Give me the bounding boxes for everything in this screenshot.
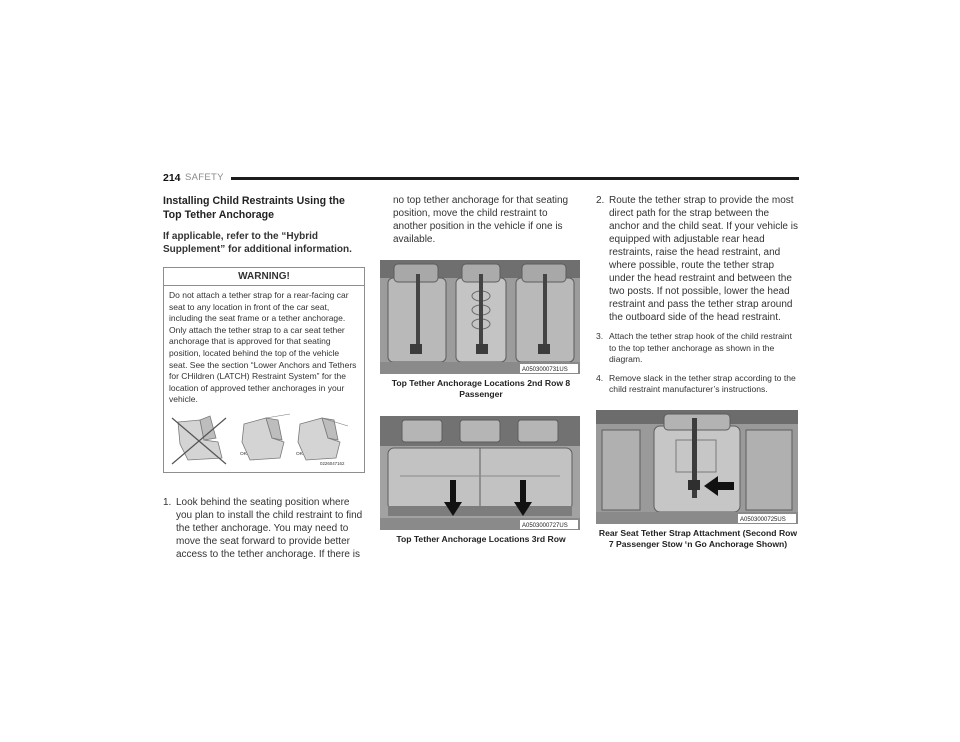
step-4 [596,373,800,396]
figure-3-code: A0503000725US [740,516,786,523]
step-2-number: 2. [596,195,605,206]
figure-1-code: A0503000731US [522,367,568,373]
step-2 [596,194,800,324]
step-1-continuation: no top tether anchorage for that seating position, move the child restraint to another position in the vehicle if one is available. [393,195,569,245]
ok-label-2: OK [296,451,303,457]
warning-title: WARNING! [164,268,364,286]
figure-2-caption: Top Tether Anchorage Locations 3rd Row [396,534,566,544]
step-3 [596,331,800,366]
warning-text: Do not attach a tether strap for a rear-facing car seat to any location in front of the car seat, including the seat frame or a tether anchorage. Only attach the tether strap to a car seat tether anchorage that is approved for that seating position, located behind the top of the vehicle seat. See the section “Lower Anchors and Tethers for CHildren (LATCH) Restraint System” for the location of approved tether anchorages in your vehicle. [169,290,357,405]
step-3-number: 3. [596,331,604,341]
step-2-text: Route the tether strap to provide the most direct path for the strap between the anchor and the child seat. If your vehicle is equipped with adjustable rear head restraints, raise the head restraint, and where possible, route the tether strap under the head restraint and between the two posts. If not possible, lower the head restraint and pass the tether strap around the outboard side of the head restraint. [609,195,798,323]
figure-2-code: A0503000727US [522,523,568,529]
page-header [163,172,799,186]
column-2 [380,194,582,545]
step-1-text: Look behind the seating position where you plan to install the child restraint to find the tether anchorage. You may need to move the seat forward to provide better access to the tether anchorage. If there is [176,496,363,560]
step-4-text: Remove slack in the tether strap according to the child restraint manufacturer’s instructions. [609,372,796,394]
step-3-text: Attach the tether strap hook of the child restraint to the top tether anchorage as shown in the diagram. [609,331,792,364]
page-number: 214 [163,172,181,184]
illustration-code: 0226047162 [320,460,345,466]
section-heading: Installing Child Restraints Using the Top Tether Anchorage [163,195,345,221]
tether-anchorage-3rd-row-photo [380,416,580,530]
hybrid-note: If applicable, refer to the “Hybrid Supplement” for additional information. [163,231,352,255]
step-1-number: 1. [163,496,172,508]
section-title: SAFETY [185,172,224,183]
ok-label-1: OK [240,451,247,457]
header-rule [231,177,799,180]
car-seat-tether-illustration [170,412,358,468]
figure-3-caption: Rear Seat Tether Strap Attachment (Second Row 7 Passenger Stow ‘n Go Anchorage Shown) [598,527,798,549]
rear-seat-tether-attachment-photo [596,410,798,524]
tether-anchorage-2nd-row-photo [380,260,580,374]
column-1 [163,194,365,561]
figure-1-caption: Top Tether Anchorage Locations 2nd Row 8 Passenger [391,378,571,399]
step-1 [163,496,365,561]
step-4-number: 4. [596,372,604,383]
warning-box [163,267,365,473]
column-3 [596,194,800,550]
